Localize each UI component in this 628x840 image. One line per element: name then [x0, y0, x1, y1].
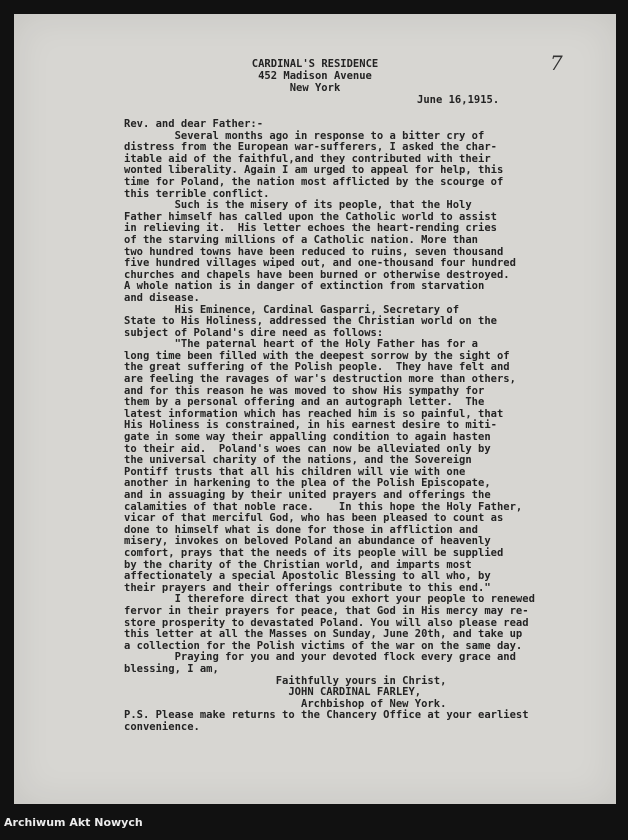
quoted-text-line: Pontiff trusts that all his children will vie with one [124, 465, 466, 478]
text-line: Praying for you and your devoted flock every grace and [124, 651, 516, 664]
quoted-text-line: long time been filled with the deepest sorrow by the sight of [124, 349, 510, 362]
quoted-text-line: comfort, prays that the needs of its people will be supplied [124, 546, 504, 559]
text-line: State to His Holiness, addressed the Christian world on the [124, 315, 497, 328]
signature-name: JOHN CARDINAL FARLEY, [124, 686, 422, 699]
quoted-text-line: their prayers and their offerings contribute to this end." [124, 581, 491, 594]
text-line: a collection for the Polish victims of the war on the same day. [124, 639, 523, 652]
quoted-text-line: affectionately a special Apostolic Blessing to all who, by [124, 570, 491, 583]
text-line: subject of Poland's dire need as follows: [124, 326, 384, 339]
closing-line: Faithfully yours in Christ, [124, 674, 447, 687]
text-line: I therefore direct that you exhort your people to renewed [124, 593, 535, 606]
text-line: wonted liberality. Again I am urged to appeal for help, this [124, 164, 504, 177]
text-line: time for Poland, the nation most afflicted by the scourge of [124, 175, 504, 188]
text-line: of the starving millions of a Catholic nation. More than [124, 233, 479, 246]
letterhead [14, 58, 616, 94]
text-line: blessing, I am, [124, 662, 219, 675]
quoted-text-line: the great suffering of the Polish people. They have felt and [124, 361, 510, 374]
text-line: two hundred towns have been reduced to ruins, seven thousand [124, 245, 504, 258]
text-line: His Eminence, Cardinal Gasparri, Secretary of [124, 303, 460, 316]
text-line: in relieving it. His letter echoes the heart-rending cries [124, 222, 497, 235]
text-line: this terrible conflict. [124, 187, 270, 200]
text-line: A whole nation is in danger of extinction from starvation [124, 280, 485, 293]
quoted-text-line: by the charity of the Christian world, and imparts most [124, 558, 472, 571]
quoted-text-line: the universal charity of the nations, and the Sovereign [124, 454, 472, 467]
letterhead-line: New York [289, 82, 341, 94]
text-line: itable aid of the faithful,and they contributed with their [124, 152, 491, 165]
quoted-text-line: vicar of that merciful God, who has been pleased to count as [124, 512, 504, 525]
quoted-text-line: another in harkening to the plea of the Polish Episcopate, [124, 477, 491, 490]
text-line: Father himself has called upon the Catholic world to assist [124, 210, 497, 223]
salutation: Rev. and dear Father:- [124, 118, 264, 130]
quoted-text-line: calamities of that noble race. In this hope the Holy Father, [124, 500, 523, 513]
quoted-text-line: and for this reason he was moved to show His sympathy for [124, 384, 485, 397]
text-line: this letter at all the Masses on Sunday, June 20th, and take up [124, 628, 523, 641]
quoted-text-line: misery, invokes on beloved Poland an abundance of heavenly [124, 535, 491, 548]
quoted-text-line: gate in some way their appalling condition to again hasten [124, 431, 491, 444]
text-line: Such is the misery of its people, that the Holy [124, 199, 472, 212]
quoted-text-line: "The paternal heart of the Holy Father has for a [124, 338, 479, 351]
letter-body [124, 119, 614, 733]
quoted-text-line: to their aid. Poland's woes can now be alleviated only by [124, 442, 491, 455]
text-line: and disease. [124, 291, 200, 304]
text-line: distress from the European war-sufferers, I asked the char- [124, 141, 497, 154]
text-line: store prosperity to devastated Poland. You will also please read [124, 616, 529, 629]
letterhead-line: CARDINAL'S RESIDENCE [251, 58, 379, 70]
text-line: fervor in their prayers for peace, that God in His mercy may re- [124, 604, 529, 617]
letter-page [14, 14, 616, 804]
quoted-text-line: them by a personal offering and an autograph letter. The [124, 396, 485, 409]
postscript-line: P.S. Please make returns to the Chancery Office at your earliest [124, 709, 529, 722]
text-line: five hundred villages wiped out, and one-thousand four hundred [124, 257, 516, 270]
quoted-text-line: and in assuaging by their united prayers and offerings the [124, 489, 491, 501]
handwritten-page-number: 7 [550, 51, 563, 75]
letter-date: June 16,1915. [417, 94, 500, 106]
quoted-text-line: His Holiness is constrained, in his earnest desire to miti- [124, 419, 497, 432]
letterhead-line: 452 Madison Avenue [258, 70, 372, 82]
archive-name: Archiwum Akt Nowych [4, 816, 143, 829]
quoted-text-line: latest information which has reached him is so painful, that [124, 407, 504, 420]
text-line: Several months ago in response to a bitter cry of [124, 129, 485, 142]
text-line: churches and chapels have been burned or otherwise destroyed. [124, 268, 510, 281]
signature-title: Archbishop of New York. [124, 697, 447, 710]
footer-bar [0, 804, 628, 840]
quoted-text-line: done to himself what is done for those in affliction and [124, 523, 479, 536]
quoted-text-line: are feeling the ravages of war's destruction more than others, [124, 373, 516, 386]
postscript-line: convenience. [124, 720, 200, 733]
